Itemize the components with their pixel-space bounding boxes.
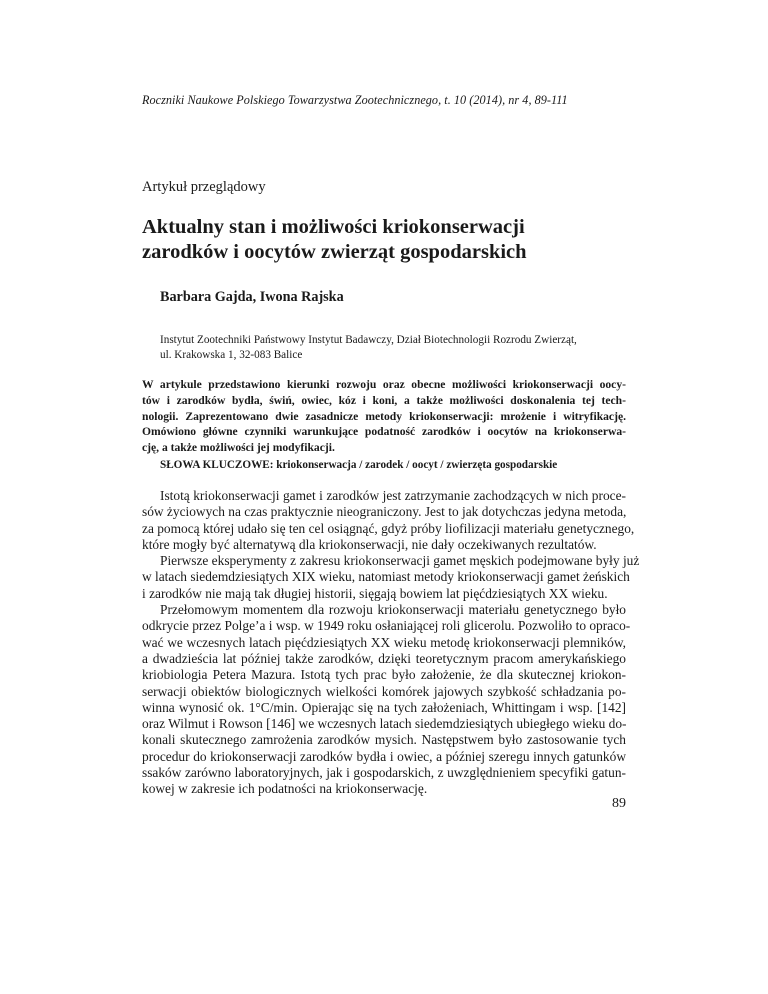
article-title (142, 215, 626, 265)
body-line: winna wynosić ok. 1°C/min. Opierając się na tych założeniach, Whittingam i wsp. [142] (142, 699, 626, 715)
body-line: oraz Wilmut i Rowson [146] we wczesnych latach siedemdziesiątych ubiegłego wieku do- (142, 716, 627, 732)
abstract-line: W artykule przedstawiono kierunki rozwoju oraz obecne możliwości kriokonserwacji oocy- (142, 378, 626, 391)
body-line: i zarodków nie mają tak długiej historii, sięgają bowiem lat pięćdziesiątych XX wieku. (142, 585, 608, 601)
body-line: odkrycie przez Polge’a i wsp. w 1949 roku osłaniającej roli glicerolu. Pozwoliło to opraco- (142, 618, 631, 634)
body-line: ssaków zarówno laboratoryjnych, jak i gospodarskich, z uwzględnieniem specyfiki gatun- (142, 765, 626, 781)
body-line: wać we wczesnych latach pięćdziesiątych XX wieku metodę kriokonserwacji plemników, (142, 634, 626, 650)
body-line: w latach siedemdziesiątych XIX wieku, natomiast metody kriokonserwacji gamet żeńskich (142, 569, 630, 585)
article-authors: Barbara Gajda, Iwona Rajska (160, 289, 344, 305)
article-title-line: zarodków i oocytów zwierząt gospodarskich (142, 241, 527, 263)
abstract-line: nologii. Zaprezentowano dwie zasadnicze metody kriokonserwacji: mrożenie i witryfikację. (142, 409, 626, 423)
body-text (142, 488, 640, 798)
author-affiliation (160, 333, 620, 362)
abstract-line: cję, a także możliwości jej modyfikacji. (142, 441, 335, 455)
body-line: procedur do kriokonserwacji zarodków bydła i owiec, a później szeregu innych gatunków (142, 748, 626, 764)
body-line: Istotą kriokonserwacji gamet i zarodków jest zatrzymanie zachodzących w nich proce- (160, 488, 626, 503)
body-line: kriobiologia Petera Mazura. Istotą tych prac było założenie, że dla skutecznej kriokon- (142, 667, 626, 683)
abstract-line: Omówiono główne czynniki warunkujące podatność zarodków i oocytów na kriokonserwa- (142, 425, 626, 439)
body-line: a dwadzieścia lat później także zarodków, dzięki teoretycznym pracom amerykańskiego (142, 650, 626, 666)
body-line: za pomocą której udało się ten cel osiągnąć, gdyż próby liofilizacji materiału genetycznego, (142, 520, 635, 536)
body-line: kowej w zakresie ich podatności na kriokonserwację. (142, 781, 428, 797)
abstract (142, 377, 626, 456)
running-header: Roczniki Naukowe Polskiego Towarzystwa Zootechnicznego, t. 10 (2014), nr 4, 89-111 (142, 93, 568, 107)
article-type-label: Artykuł przeglądowy (142, 179, 266, 195)
body-line: Pierwsze eksperymenty z zakresu kriokonserwacji gamet męskich podejmowane były już (160, 553, 640, 569)
body-line: które mogły być alternatywą dla kriokonserwacji, nie dały oczekiwanych rezultatów. (142, 536, 597, 552)
body-line: konali skutecznego zamrożenia zarodków mysich. Następstwem było zastosowanie tych (142, 732, 626, 748)
affiliation-line: Instytut Zootechniki Państwowy Instytut Badawczy, Dział Biotechnologii Rozrodu Zwierząt, (160, 334, 577, 346)
body-line: Przełomowym momentem dla rozwoju kriokonserwacji materiału genetycznego było (160, 602, 626, 618)
page-number: 89 (612, 796, 626, 811)
body-line: serwacji obiektów biologicznych wielkości komórek jajowych szybkość schładzania po- (142, 683, 626, 699)
keywords: SŁOWA KLUCZOWE: kriokonserwacja / zarodek / oocyt / zwierzęta gospodarskie (160, 459, 558, 471)
article-title-line: Aktualny stan i możliwości kriokonserwacji (142, 216, 525, 238)
abstract-line: tów i zarodków bydła, świń, owiec, kóz i koni, a także możliwości doskonalenia tej tech- (142, 393, 626, 407)
affiliation-line: ul. Krakowska 1, 32-083 Balice (160, 348, 303, 361)
body-line: sów życiowych na czas praktycznie nieograniczony. Jest to jak dotychczas jedyna metoda, (142, 504, 627, 520)
